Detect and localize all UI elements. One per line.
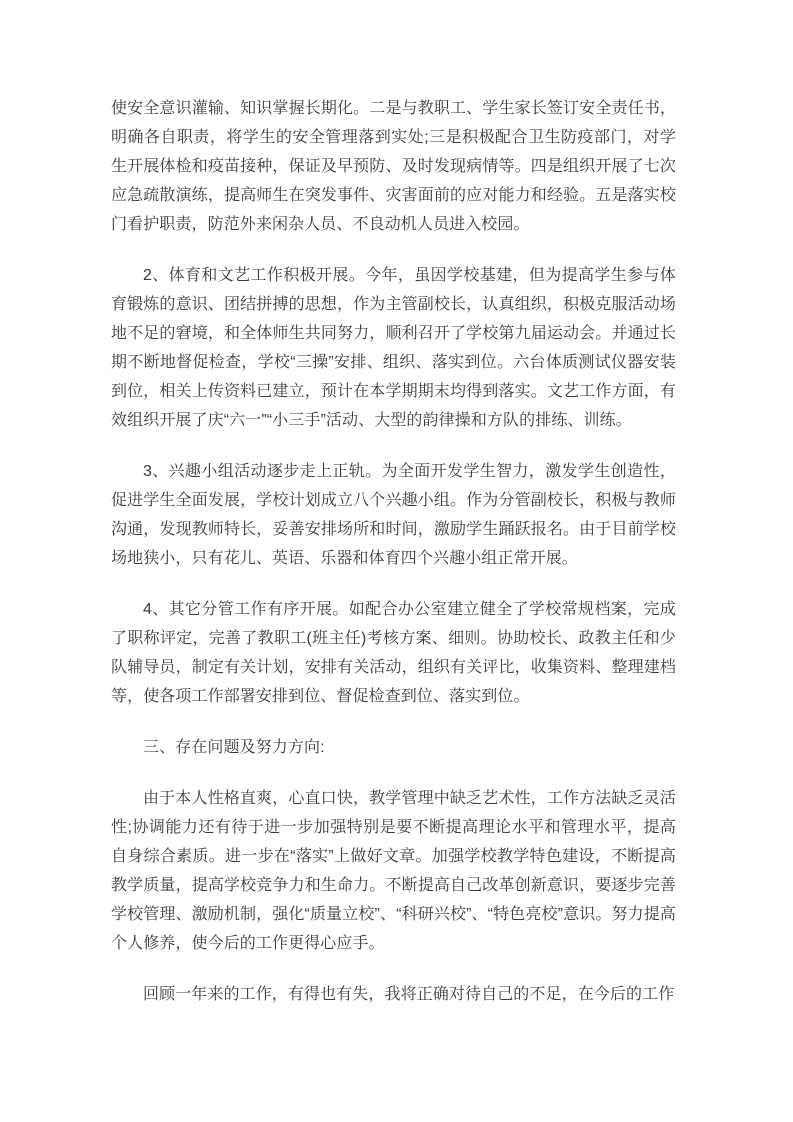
paragraph-year-review: 回顾一年来的工作，有得也有失，我将正确对待自己的不足，在今后的工作 [143, 986, 675, 1003]
paragraph-sports-arts-work: 2、体育和文艺工作积极开展。今年，虽因学校基建，但为提高学生参与体育锻炼的意识、团结拼搏的思想，作为主管副校长，认真组织，积极克服活动场地不足的窘境，和全体师生共同努力，顺利召开了学校第九届运动会。并通过长期不断地督促检查，学校“三操”安排、组织、落实到位。六台体质测试仪器安装到位，相关上传资料已建立，预计在本学期期末均得到落实。文艺工作方面，有效组织开展了庆“六一”“小三手”活动、大型的韵律操和方队的排练、训练。 [111, 267, 676, 429]
paragraph-self-reflection: 由于本人性格直爽，心直口快，教学管理中缺乏艺术性，工作方法缺乏灵活性;协调能力还有待于进一步加强特别是要不断提高理论水平和管理水平，提高自身综合素质。进一步在“落实”上做好文章。加强学校教学特色建设，不断提高教学质量，提高学校竞争力和生命力。不断提高自己改革创新意识，要逐步完善学校管理、激励机制，强化“质量立校”、“科研兴校”、“特色亮校”意识。努力提高个人修养，使今后的工作更得心应手。 [111, 790, 676, 952]
paragraph-other-duties: 4、其它分管工作有序开展。如配合办公室建立健全了学校常规档案，完成了职称评定，完善了教职工(班主任)考核方案、细则。协助校长、政教主任和少队辅导员，制定有关计划，安排有关活动，组织有关评比，收集资料、整理建档等，使各项工作部署安排到位、督促检查到位、落实到位。 [111, 601, 676, 705]
paragraph-safety-work: 使安全意识灌输、知识掌握长期化。二是与教职工、学生家长签订安全责任书，明确各自职责，将学生的安全管理落到实处;三是积极配合卫生防疫部门，对学生开展体检和疫苗接种，保证及早预防、及时发现病情等。四是组织开展了七次应急疏散演练，提高师生在突发事件、灾害面前的应对能力和经验。五是落实校门看护职责，防范外来闲杂人员、不良动机人员进入校园。 [111, 100, 676, 233]
section-heading-problems-directions: 三、存在问题及努力方向: [143, 739, 325, 756]
paragraph-interest-groups: 3、兴趣小组活动逐步走上正轨。为全面开发学生智力，激发学生创造性，促进学生全面发展，学校计划成立八个兴趣小组。作为分管副校长，积极与教师沟通，发现教师特长，妥善安排场所和时间，激励学生踊跃报名。由于目前学校场地狭小，只有花儿、英语、乐器和体育四个兴趣小组正常开展。 [111, 463, 676, 567]
